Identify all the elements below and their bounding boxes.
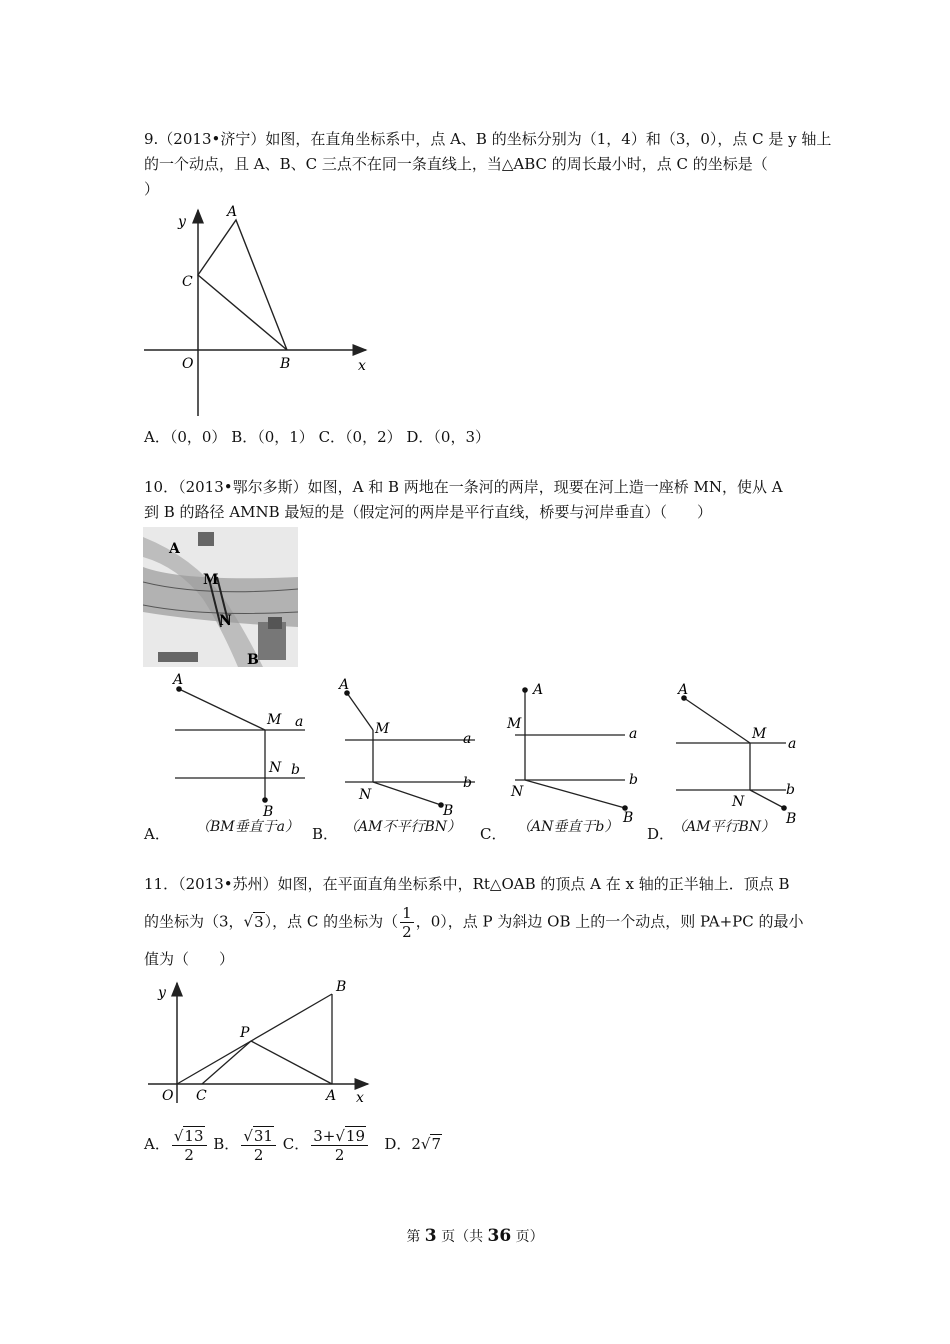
q10-option-d-caption: （AM平行BN） <box>672 819 775 835</box>
q10-text-line2: 到 B 的路径 AMNB 最短的是（假定河的两岸是平行直线，桥要与河岸垂直）（ ） <box>144 503 712 521</box>
qd-label-a-line: a <box>788 736 797 752</box>
q11-label-y: y <box>158 985 166 1001</box>
q10-photo-label-b: B <box>247 652 259 667</box>
qa-label-a: A <box>173 672 184 688</box>
q11-fraction-half: $\frac{1}{2}$ <box>402 904 412 941</box>
q10-text-line1: 10．（2013•鄂尔多斯）如图，A 和 B 两地在一条河的两岸，现要在河上造一座桥 MN，使从 A <box>144 478 783 496</box>
q11-line2-b: ），点 C 的坐标为（ <box>264 912 399 931</box>
q11-label-b: B <box>336 979 347 995</box>
q11-label-p: P <box>240 1025 250 1041</box>
q9-label-a: A <box>227 204 238 220</box>
q11-text-line1: 11．（2013•苏州）如图，在平面直角坐标系中，Rt△OAB 的顶点 A 在 x 轴的正半轴上．顶点 B <box>144 875 790 893</box>
qa-label-m: M <box>267 712 282 728</box>
qc-label-m: M <box>507 716 522 732</box>
q11-sqrt3: 3 <box>254 912 264 931</box>
q10-option-c-caption: （AN垂直于b） <box>517 819 619 835</box>
q9-label-x: x <box>358 358 366 374</box>
q10-option-d-letter: D． <box>647 825 675 843</box>
q11-label-c: C <box>196 1088 207 1104</box>
qa-label-a-line: a <box>295 714 304 730</box>
q9-label-y: y <box>178 214 186 230</box>
qd-label-b: B <box>786 811 797 827</box>
q9-label-o: O <box>182 356 194 372</box>
q11-choice-c-value: $\frac{3+√19}{2}$ <box>311 1127 368 1164</box>
q11-figure <box>140 975 380 1110</box>
q11-line2-c: ，0），点 P 为斜边 OB 上的一个动点，则 PA+PC 的最小 <box>415 912 804 931</box>
q9-figure <box>140 200 380 420</box>
q10-option-d-figure <box>670 680 815 830</box>
q9-choices: A．（0，0） B．（0，1） C．（0，2） D．（0，3） <box>144 428 491 446</box>
qc-label-n: N <box>511 784 524 800</box>
q11-label-a: A <box>326 1088 337 1104</box>
q9-label-c: C <box>182 274 193 290</box>
qb-label-a-line: a <box>463 731 472 747</box>
qc-label-a-line: a <box>629 726 638 742</box>
qa-label-b-line: b <box>291 762 300 778</box>
q10-photo-label-n: N <box>219 613 232 629</box>
qb-label-b: B <box>443 803 454 819</box>
q9-text-line3: ） <box>144 180 160 198</box>
q9-label-b: B <box>280 356 291 372</box>
qd-label-b-line: b <box>786 782 795 798</box>
qb-label-n: N <box>359 787 372 803</box>
q10-option-b-figure <box>335 675 480 830</box>
q11-text-line2: 的坐标为（3，√3），点 C 的坐标为（ $\frac{1}{2}$ ，0），点 P 为斜边 OB 上的一个动点，则 PA+PC 的最小 <box>144 904 804 941</box>
page-footer: 第 3 页（共 36 页） <box>406 1226 544 1246</box>
q10-option-a-figure <box>165 670 310 830</box>
q9-text-line2: 的一个动点，且 A、B、C 三点不在同一条直线上，当△ABC 的周长最小时，点 C 的坐标是（ <box>144 155 768 173</box>
q11-label-o: O <box>162 1088 174 1104</box>
q10-photo-label-m: M <box>203 572 219 588</box>
q10-river-photo <box>143 527 298 667</box>
q9-text-line1: 9.（2013•济宁）如图，在直角坐标系中，点 A、B 的坐标分别为（1，4）和（3，0），点 C 是 y 轴上 <box>144 130 832 148</box>
q11-line2-a: 的坐标为（3， <box>144 912 244 931</box>
qa-label-n: N <box>269 760 282 776</box>
q11-choice-d-value: 2√7 <box>411 1135 442 1153</box>
qc-label-a: A <box>533 682 544 698</box>
q9-triangle <box>198 220 287 350</box>
qa-label-b: B <box>263 804 274 820</box>
q10-option-b-letter: B． <box>312 825 339 843</box>
qd-label-n: N <box>732 794 745 810</box>
q10-option-b-caption: （AM不平行BN） <box>344 819 461 835</box>
q10-photo-label-a: A <box>169 541 180 557</box>
qb-label-a: A <box>339 677 350 693</box>
qd-label-a: A <box>678 682 689 698</box>
q10-option-a-caption: （BM垂直于a） <box>196 819 299 835</box>
q11-text-line3: 值为（ ） <box>144 950 235 968</box>
q11-choices: A． $\frac{√13}{2}$ B． $\frac{√31}{2}$ C． $\frac{3+√19}{2}$ D．2√7 <box>144 1126 442 1164</box>
q11-label-x: x <box>356 1090 364 1106</box>
q10-option-c-figure <box>505 680 650 830</box>
q11-choice-a-value: $\frac{√13}{2}$ <box>172 1127 207 1164</box>
q10-option-c-letter: C． <box>480 825 507 843</box>
qb-label-m: M <box>375 721 390 737</box>
qb-label-b-line: b <box>463 775 472 791</box>
qc-label-b-line: b <box>629 772 638 788</box>
q11-choice-b-value: $\frac{√31}{2}$ <box>241 1127 276 1164</box>
qc-label-b: B <box>623 810 634 826</box>
q10-option-a-letter: A． <box>144 825 170 843</box>
qd-label-m: M <box>752 726 767 742</box>
